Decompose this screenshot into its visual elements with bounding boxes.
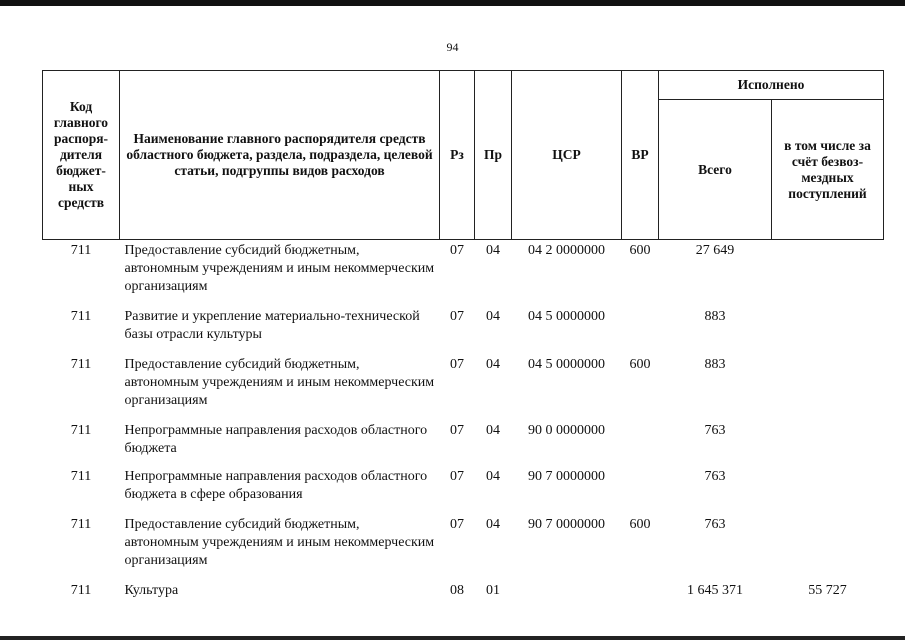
cell-csr: 90 7 0000000 <box>528 517 605 532</box>
cell-name: Предоставление субсидий бюджетным, автономным учреждениям и иным некоммерческим организациям <box>124 243 435 294</box>
cell-code: 711 <box>70 309 92 324</box>
cell-code: 711 <box>70 357 92 372</box>
header-total: Всего <box>659 100 772 240</box>
cell-code: 711 <box>70 423 92 438</box>
cell-name: Предоставление субсидий бюджетным, автономным учреждениям и иным некоммерческим организациям <box>124 517 435 568</box>
header-csr: ЦСР <box>512 71 622 240</box>
cell-rz: 08 <box>450 583 464 598</box>
cell-pr: 04 <box>486 423 500 438</box>
cell-total: 1 645 371 <box>687 583 743 598</box>
cell-free <box>772 516 884 582</box>
cell-free <box>772 240 884 309</box>
table-row <box>43 356 884 422</box>
cell-vr: 600 <box>629 357 651 372</box>
cell-total: 27 649 <box>695 243 735 258</box>
table-row <box>43 582 884 612</box>
cell-total: 883 <box>704 357 726 372</box>
cell-pr: 04 <box>486 309 500 324</box>
header-pr: Пр <box>475 71 512 240</box>
cell-total: 763 <box>704 423 726 438</box>
table-row <box>43 422 884 468</box>
cell-rz: 07 <box>450 243 464 258</box>
cell-pr: 04 <box>486 517 500 532</box>
cell-rz: 07 <box>450 423 464 438</box>
table-row <box>43 468 884 516</box>
table-row <box>43 308 884 356</box>
cell-name: Культура <box>124 583 179 598</box>
header-rz: Рз <box>440 71 475 240</box>
cell-pr: 01 <box>486 583 500 598</box>
top-border <box>0 0 905 6</box>
header-name: Наименование главного распорядителя средств областного бюджета, раздела, подраздела, целевой статьи, подгруппы видов расходов <box>120 71 440 240</box>
cell-rz: 07 <box>450 469 464 484</box>
cell-vr <box>622 422 659 468</box>
cell-free: 55 727 <box>808 583 847 598</box>
cell-code: 711 <box>70 583 92 598</box>
cell-name: Развитие и укрепление материально-технической базы отрасли культуры <box>124 309 420 342</box>
table-row <box>43 240 884 309</box>
header-code: Код главного распоря-дителя бюджет-ных средств <box>43 71 120 240</box>
cell-rz: 07 <box>450 357 464 372</box>
cell-total: 763 <box>704 517 726 532</box>
cell-code: 711 <box>70 469 92 484</box>
cell-code: 711 <box>70 243 92 258</box>
cell-vr: 600 <box>629 517 651 532</box>
cell-vr: 600 <box>629 243 651 258</box>
cell-name: Непрограммные направления расходов областного бюджета <box>124 423 428 456</box>
cell-csr: 90 0 0000000 <box>528 423 605 438</box>
cell-csr <box>512 582 622 612</box>
cell-vr <box>622 468 659 516</box>
cell-pr: 04 <box>486 243 500 258</box>
cell-vr <box>622 582 659 612</box>
cell-vr <box>622 308 659 356</box>
cell-free <box>772 308 884 356</box>
cell-free <box>772 468 884 516</box>
budget-table <box>42 70 884 612</box>
table-row <box>43 516 884 582</box>
bottom-border <box>0 636 905 640</box>
cell-total: 763 <box>704 469 726 484</box>
cell-free <box>772 356 884 422</box>
cell-code: 711 <box>70 517 92 532</box>
table-header <box>43 71 884 240</box>
cell-csr: 04 2 0000000 <box>528 243 605 258</box>
cell-rz: 07 <box>450 517 464 532</box>
header-free: в том числе за счёт безвоз-мездных поступлений <box>772 100 884 240</box>
cell-rz: 07 <box>450 309 464 324</box>
table-body <box>43 240 884 613</box>
page-number: 94 <box>446 40 459 54</box>
cell-pr: 04 <box>486 357 500 372</box>
cell-name: Непрограммные направления расходов областного бюджета в сфере образования <box>124 469 428 502</box>
cell-name: Предоставление субсидий бюджетным, автономным учреждениям и иным некоммерческим организациям <box>124 357 435 408</box>
cell-csr: 90 7 0000000 <box>528 469 605 484</box>
header-executed: Исполнено <box>659 71 884 100</box>
cell-csr: 04 5 0000000 <box>528 309 605 324</box>
cell-free <box>772 422 884 468</box>
cell-pr: 04 <box>486 469 500 484</box>
header-vr: ВР <box>622 71 659 240</box>
cell-csr: 04 5 0000000 <box>528 357 605 372</box>
cell-total: 883 <box>704 309 726 324</box>
